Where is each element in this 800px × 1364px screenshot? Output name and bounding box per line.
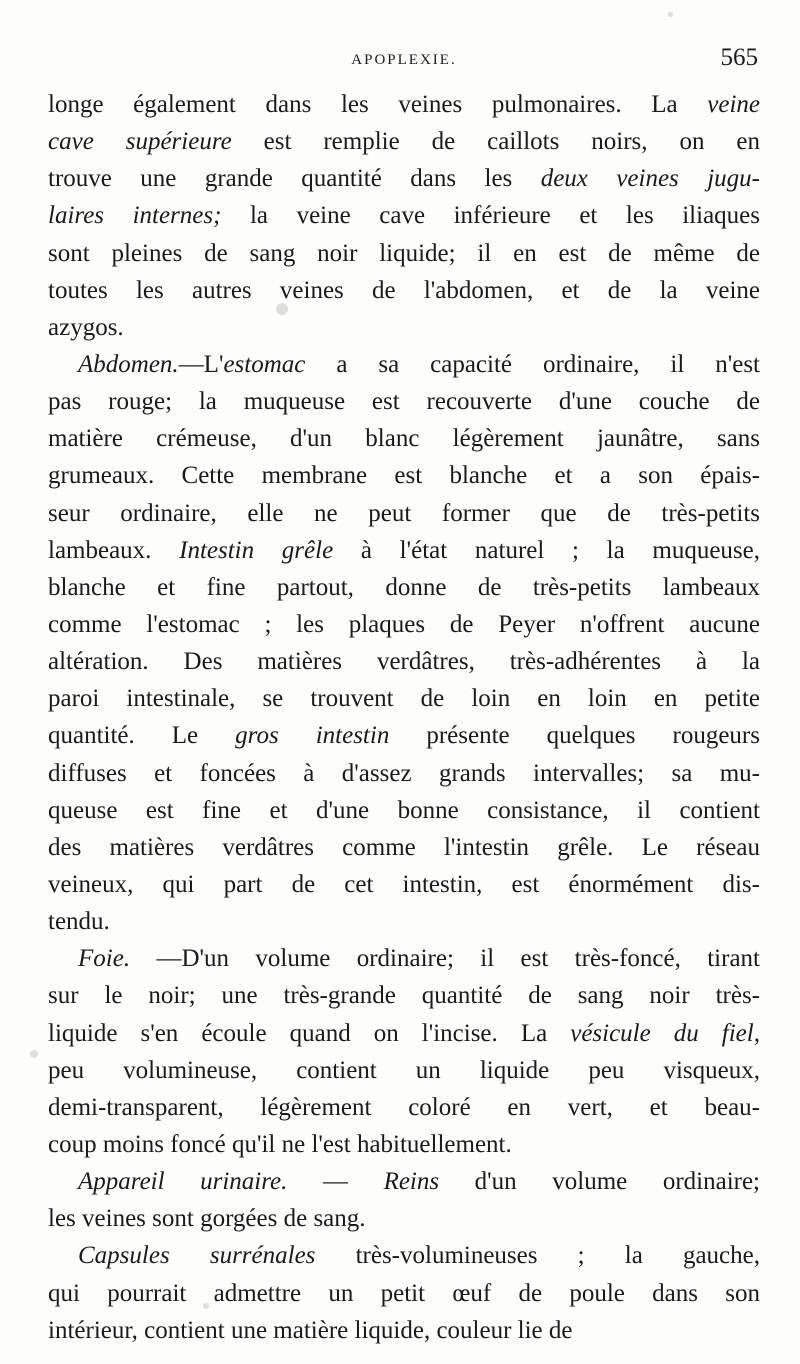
text-run: sur le noir; une très-grande quantité de sang noir très- bbox=[48, 982, 760, 1010]
text-run: d'un volume ordinaire; bbox=[439, 1168, 760, 1196]
text-line bbox=[48, 1275, 760, 1312]
paper-speck bbox=[668, 12, 673, 17]
text-line bbox=[48, 940, 760, 977]
text-run: —D'un volume ordinaire; il est très-foncé, tirant bbox=[130, 945, 760, 973]
italic-run: veine bbox=[707, 91, 760, 118]
text-run: sont pleines de sang noir liquide; il en est de même de bbox=[48, 239, 760, 267]
text-run: peu volumineuse, contient un liquide peu visqueux, bbox=[48, 1056, 760, 1084]
text-run: —L' bbox=[178, 350, 224, 378]
text-line bbox=[48, 495, 760, 532]
text-line bbox=[48, 717, 760, 754]
text-run: blanche et fine partout, donne de très-petits lambeaux bbox=[48, 573, 760, 601]
paper-speck bbox=[30, 1050, 38, 1058]
text-run: des matières verdâtres comme l'intestin grêle. Le réseau bbox=[48, 833, 760, 861]
text-run: lambeaux. bbox=[48, 536, 180, 564]
italic-run: laires internes; bbox=[48, 202, 222, 230]
text-run: très-volumineuses ; la gauche, bbox=[315, 1242, 760, 1270]
running-head bbox=[48, 44, 760, 80]
text-run: toutes les autres veines de l'abdomen, et de la veine bbox=[48, 276, 760, 304]
text-run: la veine cave inférieure et les iliaques bbox=[221, 202, 760, 230]
text-line bbox=[48, 235, 760, 272]
text-line bbox=[48, 1089, 760, 1126]
text-run: comme l'estomac ; les plaques de Peyer n'offrent aucune bbox=[48, 610, 760, 638]
text-run: a sa capacité ordinaire, il n'est bbox=[305, 350, 760, 378]
text-line bbox=[48, 829, 760, 866]
text-run: tendu. bbox=[48, 908, 110, 936]
text-line bbox=[48, 1126, 760, 1163]
text-run: grumeaux. Cette membrane est blanche et a son épais- bbox=[48, 462, 760, 490]
text-run: longe également dans les veines pulmonaires. La bbox=[48, 91, 708, 118]
page-number: 565 bbox=[720, 44, 758, 71]
italic-run: estomac bbox=[223, 350, 306, 378]
text-run: coup moins foncé qu'il ne l'est habituellement. bbox=[48, 1130, 512, 1158]
italic-run: Foie. bbox=[78, 945, 131, 973]
text-line bbox=[48, 643, 760, 680]
text-line bbox=[48, 1163, 760, 1200]
text-run: altération. Des matières verdâtres, très-adhérentes à la bbox=[48, 648, 760, 676]
italic-run: vésicule du fiel, bbox=[570, 1019, 760, 1047]
text-line bbox=[48, 160, 760, 197]
text-line bbox=[48, 1312, 760, 1349]
body-text bbox=[48, 86, 760, 1349]
text-run: qui pourrait admettre un petit œuf de poule dans son bbox=[48, 1279, 760, 1307]
text-line bbox=[48, 977, 760, 1014]
text-run: demi-transparent, légèrement coloré en vert, et beau- bbox=[48, 1093, 760, 1121]
text-run: matière crémeuse, d'un blanc légèrement jaunâtre, sans bbox=[48, 425, 760, 453]
italic-run: Reins bbox=[383, 1168, 440, 1196]
text-line bbox=[48, 383, 760, 420]
text-run: les veines sont gorgées de sang. bbox=[48, 1205, 366, 1233]
text-run: trouve une grande quantité dans les bbox=[48, 165, 541, 193]
text-run: diffuses et foncées à d'assez grands intervalles; sa mu- bbox=[48, 759, 760, 787]
text-line bbox=[48, 680, 760, 717]
italic-run: deux veines jugu- bbox=[540, 165, 760, 193]
text-line bbox=[48, 755, 760, 792]
running-title: APOPLEXIE. bbox=[351, 52, 457, 68]
text-line bbox=[48, 1052, 760, 1089]
italic-run: gros intestin bbox=[235, 722, 390, 750]
text-run: quantité. Le bbox=[48, 722, 236, 750]
italic-run: Capsules surrénales bbox=[78, 1242, 316, 1270]
text-run: seur ordinaire, elle ne peut former que de très-petits bbox=[48, 499, 760, 527]
italic-run: Appareil urinaire. bbox=[78, 1168, 288, 1196]
text-run: pas rouge; la muqueuse est recouverte d'une couche de bbox=[48, 388, 760, 416]
text-line bbox=[48, 866, 760, 903]
text-run: queuse est fine et d'une bonne consistance, il contient bbox=[48, 796, 760, 824]
text-run: azygos. bbox=[48, 313, 124, 341]
text-line bbox=[48, 792, 760, 829]
text-line bbox=[48, 309, 760, 346]
text-run: liquide s'en écoule quand on l'incise. La bbox=[48, 1019, 571, 1047]
text-line bbox=[48, 606, 760, 643]
text-line bbox=[48, 903, 760, 940]
italic-run: cave supérieure bbox=[48, 128, 232, 156]
italic-run: Abdomen. bbox=[78, 350, 179, 378]
text-line bbox=[48, 420, 760, 457]
text-line bbox=[48, 86, 760, 123]
text-line bbox=[48, 532, 760, 569]
text-line bbox=[48, 272, 760, 309]
text-line bbox=[48, 1200, 760, 1237]
text-line bbox=[48, 346, 760, 383]
text-line bbox=[48, 123, 760, 160]
text-line bbox=[48, 569, 760, 606]
text-run: présente quelques rougeurs bbox=[389, 722, 760, 750]
text-run: paroi intestinale, se trouvent de loin en loin en petite bbox=[48, 685, 760, 713]
text-line bbox=[48, 1237, 760, 1274]
text-run: — bbox=[287, 1168, 384, 1196]
text-line bbox=[48, 197, 760, 234]
text-run: veineux, qui part de cet intestin, est énormément dis- bbox=[48, 870, 760, 898]
text-run: est remplie de caillots noirs, on en bbox=[231, 128, 760, 156]
italic-run: Intestin grêle bbox=[179, 536, 334, 564]
text-line bbox=[48, 457, 760, 494]
text-line bbox=[48, 1015, 760, 1052]
text-run: intérieur, contient une matière liquide, couleur lie de bbox=[48, 1316, 573, 1344]
text-run: à l'état naturel ; la muqueuse, bbox=[333, 536, 760, 564]
